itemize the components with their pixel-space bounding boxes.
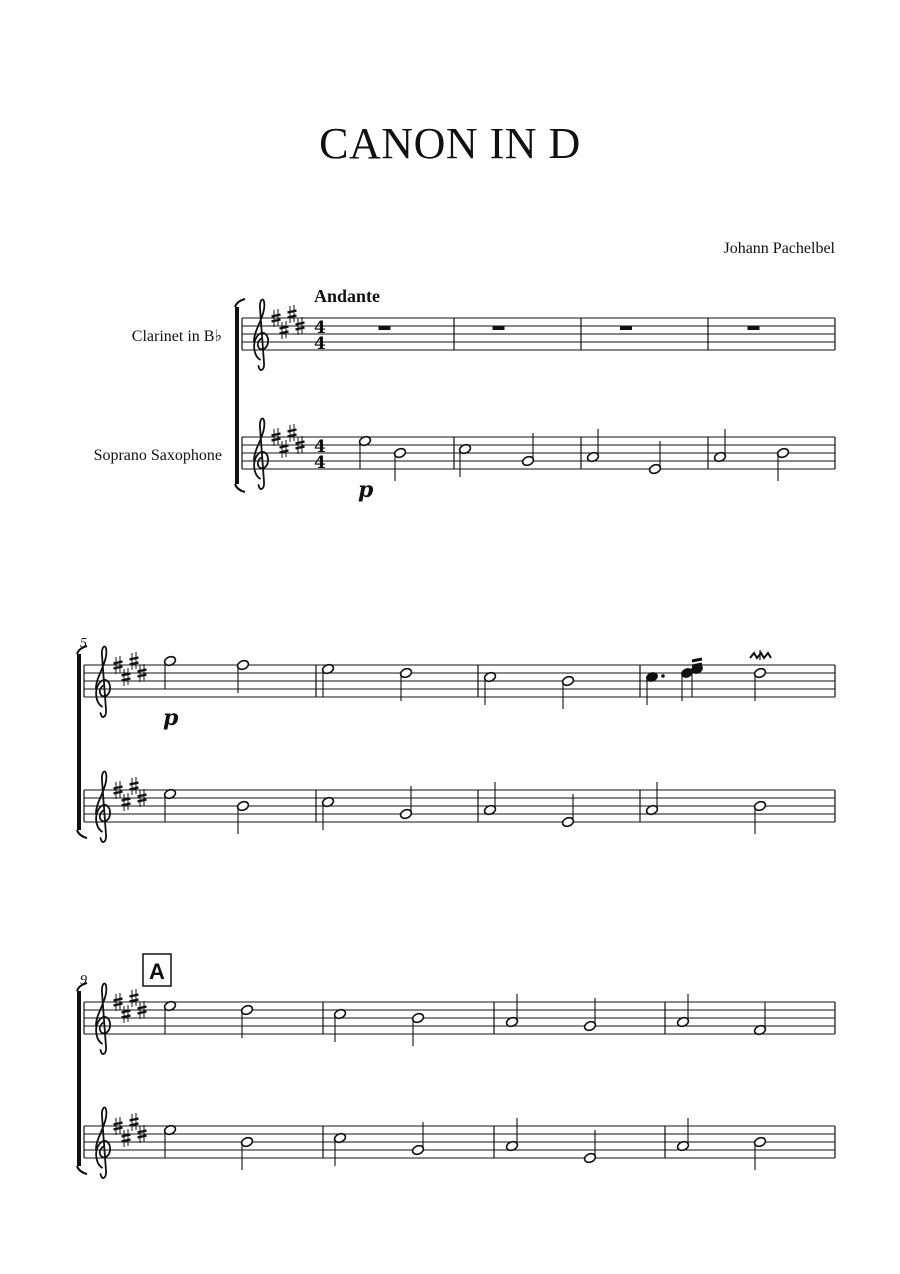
key-sharp-icon bbox=[130, 989, 139, 1007]
key-sharp-icon bbox=[130, 777, 139, 795]
time-signature-bottom: 4 bbox=[314, 453, 326, 473]
augmentation-dot bbox=[661, 674, 665, 678]
whole-rest bbox=[748, 326, 760, 330]
whole-rest bbox=[493, 326, 505, 330]
time-signature-bottom: 4 bbox=[314, 334, 326, 354]
key-sharp-icon bbox=[130, 652, 139, 670]
whole-rest bbox=[379, 326, 391, 330]
key-sharp-icon bbox=[288, 424, 297, 442]
treble-clef-icon bbox=[254, 299, 268, 370]
whole-rest bbox=[620, 326, 632, 330]
dynamic-marking: p bbox=[163, 705, 179, 731]
key-sharp-icon bbox=[122, 668, 131, 686]
treble-clef-icon bbox=[254, 418, 268, 489]
key-sharp-icon bbox=[288, 305, 297, 323]
time-signature-top: 4 bbox=[314, 437, 326, 457]
key-sharp-icon bbox=[122, 1129, 131, 1147]
beam bbox=[692, 659, 702, 661]
beam bbox=[692, 664, 702, 666]
key-sharp-icon bbox=[280, 321, 289, 339]
treble-clef-icon bbox=[96, 983, 110, 1054]
measure-number: 9 bbox=[80, 973, 87, 988]
score-title: CANON IN D bbox=[319, 119, 581, 168]
instrument-name-clarinet: Clarinet in B♭ bbox=[131, 328, 222, 345]
composer-name: Johann Pachelbel bbox=[723, 240, 835, 257]
measure-number: 5 bbox=[80, 636, 87, 651]
key-sharp-icon bbox=[280, 440, 289, 458]
dynamic-marking: p bbox=[358, 477, 374, 503]
tempo-marking: Andante bbox=[314, 286, 381, 306]
key-sharp-icon bbox=[122, 793, 131, 811]
treble-clef-icon bbox=[96, 771, 110, 842]
rehearsal-mark: A bbox=[149, 959, 165, 984]
time-signature-top: 4 bbox=[314, 318, 326, 338]
key-sharp-icon bbox=[122, 1005, 131, 1023]
treble-clef-icon bbox=[96, 646, 110, 717]
instrument-name-soprano-sax: Soprano Saxophone bbox=[93, 447, 222, 464]
key-sharp-icon bbox=[130, 1113, 139, 1131]
treble-clef-icon bbox=[96, 1107, 110, 1178]
